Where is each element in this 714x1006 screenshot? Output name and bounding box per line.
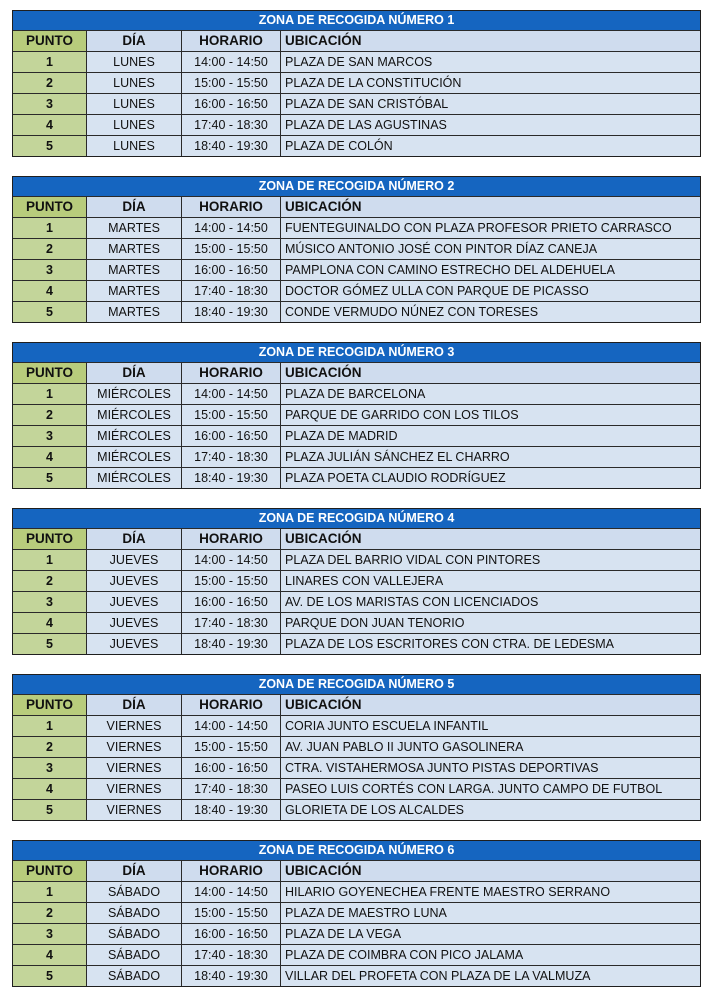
horario-cell: 17:40 - 18:30 (181, 115, 280, 135)
punto-cell: 4 (13, 779, 86, 799)
ubicacion-cell: DOCTOR GÓMEZ ULLA CON PARQUE DE PICASSO (280, 281, 700, 301)
table-row (13, 591, 700, 612)
ubicacion-cell: AV. JUAN PABLO II JUNTO GASOLINERA (280, 737, 700, 757)
punto-cell: 5 (13, 302, 86, 322)
horario-cell: 16:00 - 16:50 (181, 94, 280, 114)
punto-cell: 4 (13, 613, 86, 633)
table-row (13, 301, 700, 322)
ubicacion-cell: PLAZA DE COIMBRA CON PICO JALAMA (280, 945, 700, 965)
dia-cell: MARTES (86, 218, 181, 238)
ubicacion-cell: PLAZA DE LAS AGUSTINAS (280, 115, 700, 135)
dia-cell: VIERNES (86, 800, 181, 820)
header-dia: DÍA (86, 363, 181, 383)
ubicacion-cell: LINARES CON VALLEJERA (280, 571, 700, 591)
horario-cell: 16:00 - 16:50 (181, 426, 280, 446)
horario-cell: 18:40 - 19:30 (181, 468, 280, 488)
ubicacion-cell: PLAZA DE LA VEGA (280, 924, 700, 944)
punto-cell: 3 (13, 924, 86, 944)
dia-cell: MARTES (86, 239, 181, 259)
header-punto: PUNTO (13, 197, 86, 217)
punto-cell: 3 (13, 94, 86, 114)
header-dia: DÍA (86, 529, 181, 549)
table-row (13, 881, 700, 902)
punto-cell: 2 (13, 239, 86, 259)
header-horario: HORARIO (181, 363, 280, 383)
table-row (13, 902, 700, 923)
table-row (13, 93, 700, 114)
table-row (13, 217, 700, 238)
table-row (13, 467, 700, 488)
table-row (13, 549, 700, 570)
horario-cell: 17:40 - 18:30 (181, 281, 280, 301)
zone-title: ZONA DE RECOGIDA NÚMERO 5 (13, 675, 700, 694)
horario-cell: 16:00 - 16:50 (181, 758, 280, 778)
zone-table (12, 342, 701, 489)
ubicacion-cell: PLAZA DEL BARRIO VIDAL CON PINTORES (280, 550, 700, 570)
zone-table (12, 176, 701, 323)
header-ubicacion: UBICACIÓN (280, 529, 700, 549)
ubicacion-cell: PLAZA DE SAN CRISTÓBAL (280, 94, 700, 114)
header-punto: PUNTO (13, 861, 86, 881)
punto-cell: 5 (13, 966, 86, 986)
header-ubicacion: UBICACIÓN (280, 861, 700, 881)
punto-cell: 1 (13, 218, 86, 238)
dia-cell: SÁBADO (86, 945, 181, 965)
dia-cell: MARTES (86, 281, 181, 301)
ubicacion-cell: CORIA JUNTO ESCUELA INFANTIL (280, 716, 700, 736)
horario-cell: 15:00 - 15:50 (181, 903, 280, 923)
horario-cell: 16:00 - 16:50 (181, 592, 280, 612)
punto-cell: 2 (13, 571, 86, 591)
ubicacion-cell: PAMPLONA CON CAMINO ESTRECHO DEL ALDEHUELA (280, 260, 700, 280)
horario-cell: 17:40 - 18:30 (181, 613, 280, 633)
ubicacion-cell: CTRA. VISTAHERMOSA JUNTO PISTAS DEPORTIVAS (280, 758, 700, 778)
table-row (13, 425, 700, 446)
table-row (13, 446, 700, 467)
zone-table (12, 10, 701, 157)
dia-cell: JUEVES (86, 571, 181, 591)
table-row (13, 114, 700, 135)
header-horario: HORARIO (181, 31, 280, 51)
table-row (13, 612, 700, 633)
table-row (13, 404, 700, 425)
horario-cell: 14:00 - 14:50 (181, 52, 280, 72)
header-punto: PUNTO (13, 529, 86, 549)
zone-table (12, 674, 701, 821)
punto-cell: 3 (13, 260, 86, 280)
punto-cell: 4 (13, 115, 86, 135)
ubicacion-cell: PLAZA DE COLÓN (280, 136, 700, 156)
table-row (13, 72, 700, 93)
dia-cell: MIÉRCOLES (86, 468, 181, 488)
dia-cell: VIERNES (86, 716, 181, 736)
dia-cell: SÁBADO (86, 966, 181, 986)
horario-cell: 16:00 - 16:50 (181, 260, 280, 280)
punto-cell: 5 (13, 136, 86, 156)
horario-cell: 14:00 - 14:50 (181, 550, 280, 570)
horario-cell: 14:00 - 14:50 (181, 716, 280, 736)
punto-cell: 4 (13, 447, 86, 467)
horario-cell: 18:40 - 19:30 (181, 800, 280, 820)
punto-cell: 3 (13, 426, 86, 446)
punto-cell: 1 (13, 550, 86, 570)
table-row (13, 923, 700, 944)
header-dia: DÍA (86, 197, 181, 217)
table-row (13, 383, 700, 404)
dia-cell: MARTES (86, 302, 181, 322)
punto-cell: 1 (13, 882, 86, 902)
dia-cell: LUNES (86, 115, 181, 135)
table-row (13, 799, 700, 820)
horario-cell: 18:40 - 19:30 (181, 302, 280, 322)
table-row (13, 757, 700, 778)
ubicacion-cell: PARQUE DE GARRIDO CON LOS TILOS (280, 405, 700, 425)
ubicacion-cell: PLAZA DE MAESTRO LUNA (280, 903, 700, 923)
dia-cell: LUNES (86, 94, 181, 114)
header-dia: DÍA (86, 695, 181, 715)
header-dia: DÍA (86, 861, 181, 881)
dia-cell: VIERNES (86, 737, 181, 757)
dia-cell: LUNES (86, 73, 181, 93)
horario-cell: 18:40 - 19:30 (181, 634, 280, 654)
ubicacion-cell: PARQUE DON JUAN TENORIO (280, 613, 700, 633)
punto-cell: 3 (13, 758, 86, 778)
horario-cell: 14:00 - 14:50 (181, 384, 280, 404)
horario-cell: 17:40 - 18:30 (181, 779, 280, 799)
header-horario: HORARIO (181, 197, 280, 217)
table-row (13, 778, 700, 799)
header-row (13, 528, 700, 549)
punto-cell: 4 (13, 281, 86, 301)
punto-cell: 5 (13, 634, 86, 654)
dia-cell: SÁBADO (86, 903, 181, 923)
header-row (13, 694, 700, 715)
horario-cell: 14:00 - 14:50 (181, 218, 280, 238)
zone-title: ZONA DE RECOGIDA NÚMERO 2 (13, 177, 700, 196)
ubicacion-cell: PLAZA DE LA CONSTITUCIÓN (280, 73, 700, 93)
punto-cell: 2 (13, 737, 86, 757)
zone-title: ZONA DE RECOGIDA NÚMERO 3 (13, 343, 700, 362)
ubicacion-cell: PASEO LUIS CORTÉS CON LARGA. JUNTO CAMPO DE FUTBOL (280, 779, 700, 799)
dia-cell: MIÉRCOLES (86, 447, 181, 467)
ubicacion-cell: PLAZA DE MADRID (280, 426, 700, 446)
header-ubicacion: UBICACIÓN (280, 31, 700, 51)
punto-cell: 5 (13, 800, 86, 820)
zone-title: ZONA DE RECOGIDA NÚMERO 6 (13, 841, 700, 860)
table-row (13, 715, 700, 736)
header-ubicacion: UBICACIÓN (280, 197, 700, 217)
table-row (13, 570, 700, 591)
dia-cell: MIÉRCOLES (86, 426, 181, 446)
ubicacion-cell: GLORIETA DE LOS ALCALDES (280, 800, 700, 820)
ubicacion-cell: AV. DE LOS MARISTAS CON LICENCIADOS (280, 592, 700, 612)
header-horario: HORARIO (181, 529, 280, 549)
ubicacion-cell: PLAZA DE SAN MARCOS (280, 52, 700, 72)
dia-cell: JUEVES (86, 592, 181, 612)
ubicacion-cell: PLAZA POETA CLAUDIO RODRÍGUEZ (280, 468, 700, 488)
table-row (13, 736, 700, 757)
header-horario: HORARIO (181, 861, 280, 881)
ubicacion-cell: CONDE VERMUDO NÚNEZ CON TORESES (280, 302, 700, 322)
punto-cell: 1 (13, 384, 86, 404)
ubicacion-cell: PLAZA JULIÁN SÁNCHEZ EL CHARRO (280, 447, 700, 467)
header-ubicacion: UBICACIÓN (280, 363, 700, 383)
header-row (13, 30, 700, 51)
header-punto: PUNTO (13, 363, 86, 383)
header-punto: PUNTO (13, 31, 86, 51)
header-horario: HORARIO (181, 695, 280, 715)
table-row (13, 280, 700, 301)
horario-cell: 15:00 - 15:50 (181, 737, 280, 757)
header-row (13, 196, 700, 217)
ubicacion-cell: MÚSICO ANTONIO JOSÉ CON PINTOR DÍAZ CANEJA (280, 239, 700, 259)
table-row (13, 965, 700, 986)
header-ubicacion: UBICACIÓN (280, 695, 700, 715)
header-row (13, 362, 700, 383)
table-row (13, 51, 700, 72)
horario-cell: 17:40 - 18:30 (181, 945, 280, 965)
dia-cell: JUEVES (86, 550, 181, 570)
ubicacion-cell: PLAZA DE LOS ESCRITORES CON CTRA. DE LEDESMA (280, 634, 700, 654)
horario-cell: 18:40 - 19:30 (181, 966, 280, 986)
horario-cell: 15:00 - 15:50 (181, 73, 280, 93)
dia-cell: LUNES (86, 136, 181, 156)
dia-cell: SÁBADO (86, 882, 181, 902)
punto-cell: 1 (13, 716, 86, 736)
zone-table (12, 840, 701, 987)
ubicacion-cell: FUENTEGUINALDO CON PLAZA PROFESOR PRIETO CARRASCO (280, 218, 700, 238)
horario-cell: 18:40 - 19:30 (181, 136, 280, 156)
punto-cell: 2 (13, 405, 86, 425)
punto-cell: 3 (13, 592, 86, 612)
table-row (13, 633, 700, 654)
punto-cell: 5 (13, 468, 86, 488)
header-dia: DÍA (86, 31, 181, 51)
horario-cell: 17:40 - 18:30 (181, 447, 280, 467)
ubicacion-cell: HILARIO GOYENECHEA FRENTE MAESTRO SERRANO (280, 882, 700, 902)
ubicacion-cell: VILLAR DEL PROFETA CON PLAZA DE LA VALMUZA (280, 966, 700, 986)
table-row (13, 259, 700, 280)
header-row (13, 860, 700, 881)
zone-table (12, 508, 701, 655)
punto-cell: 4 (13, 945, 86, 965)
dia-cell: JUEVES (86, 634, 181, 654)
header-punto: PUNTO (13, 695, 86, 715)
dia-cell: VIERNES (86, 779, 181, 799)
horario-cell: 15:00 - 15:50 (181, 405, 280, 425)
table-row (13, 944, 700, 965)
horario-cell: 16:00 - 16:50 (181, 924, 280, 944)
zone-title: ZONA DE RECOGIDA NÚMERO 1 (13, 11, 700, 30)
zone-title: ZONA DE RECOGIDA NÚMERO 4 (13, 509, 700, 528)
dia-cell: VIERNES (86, 758, 181, 778)
dia-cell: LUNES (86, 52, 181, 72)
dia-cell: MIÉRCOLES (86, 405, 181, 425)
table-row (13, 238, 700, 259)
horario-cell: 15:00 - 15:50 (181, 239, 280, 259)
punto-cell: 2 (13, 73, 86, 93)
dia-cell: MARTES (86, 260, 181, 280)
punto-cell: 1 (13, 52, 86, 72)
table-row (13, 135, 700, 156)
dia-cell: JUEVES (86, 613, 181, 633)
horario-cell: 15:00 - 15:50 (181, 571, 280, 591)
horario-cell: 14:00 - 14:50 (181, 882, 280, 902)
punto-cell: 2 (13, 903, 86, 923)
dia-cell: MIÉRCOLES (86, 384, 181, 404)
ubicacion-cell: PLAZA DE BARCELONA (280, 384, 700, 404)
collection-zones-document (12, 10, 701, 1006)
dia-cell: SÁBADO (86, 924, 181, 944)
